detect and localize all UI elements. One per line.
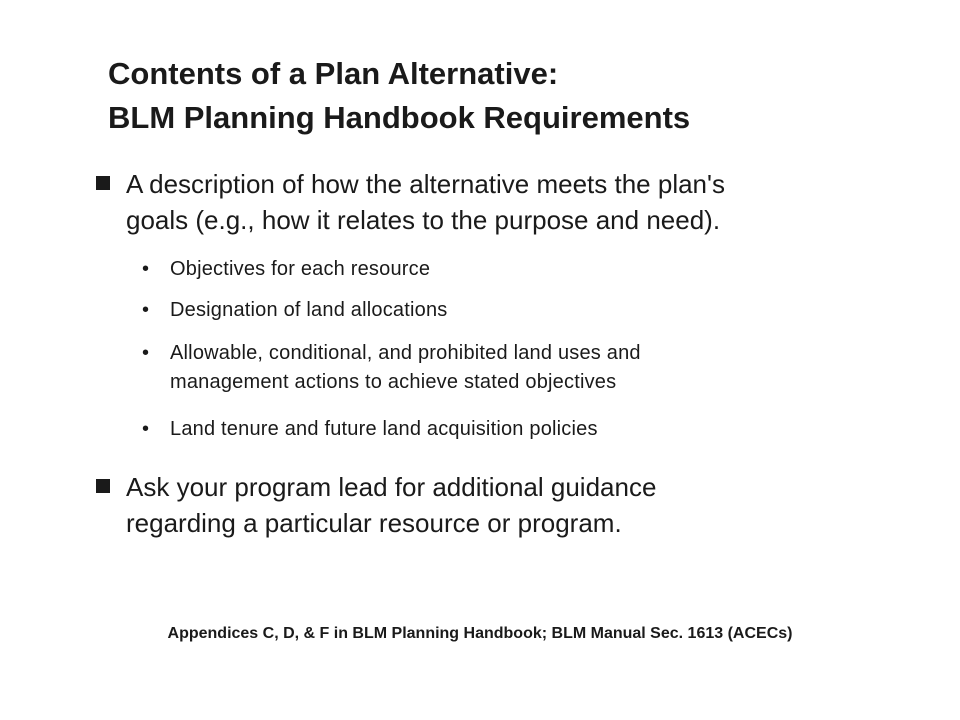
sub-bullet-land-uses	[140, 339, 900, 397]
main-bullet-line: goals (e.g., how it relates to the purpose and need).	[126, 205, 721, 235]
footer-reference: Appendices C, D, & F in BLM Planning Handbook; BLM Manual Sec. 1613 (ACECs)	[167, 625, 793, 642]
sub-bullet-text	[170, 339, 900, 397]
main-bullet-text	[126, 469, 890, 541]
sub-bullet-text	[170, 415, 900, 444]
dot-bullet-icon: •	[142, 299, 150, 321]
main-bullet-text	[126, 166, 890, 238]
sub-bullet-line: management actions to achieve stated objectives	[170, 371, 617, 393]
square-bullet-icon	[96, 176, 110, 190]
main-bullet-description	[90, 166, 890, 238]
slide-title-line-1: Contents of a Plan Alternative:	[108, 56, 559, 91]
main-bullet-guidance	[90, 469, 890, 541]
main-bullet-line: Ask your program lead for additional guidance	[126, 472, 657, 502]
sub-bullet-line: Allowable, conditional, and prohibited land uses and	[170, 342, 641, 364]
sub-bullet-text	[170, 296, 900, 325]
sub-bullet-text	[170, 255, 900, 284]
square-bullet-icon	[96, 479, 110, 493]
slide-title	[108, 52, 690, 140]
sub-bullet-line: Land tenure and future land acquisition policies	[170, 418, 598, 440]
sub-bullet-line: Designation of land allocations	[170, 299, 448, 321]
dot-bullet-icon: •	[142, 418, 150, 440]
sub-bullet-land-tenure	[140, 415, 900, 444]
sub-bullet-line: Objectives for each resource	[170, 258, 431, 280]
slide-title-line-2: BLM Planning Handbook Requirements	[108, 100, 691, 135]
main-bullet-line: regarding a particular resource or program.	[126, 508, 622, 538]
sub-bullet-designation	[140, 296, 900, 325]
main-bullet-line: A description of how the alternative meets the plan's	[126, 169, 725, 199]
dot-bullet-icon: •	[142, 258, 150, 280]
sub-bullet-objectives	[140, 255, 900, 284]
dot-bullet-icon: •	[142, 342, 150, 364]
